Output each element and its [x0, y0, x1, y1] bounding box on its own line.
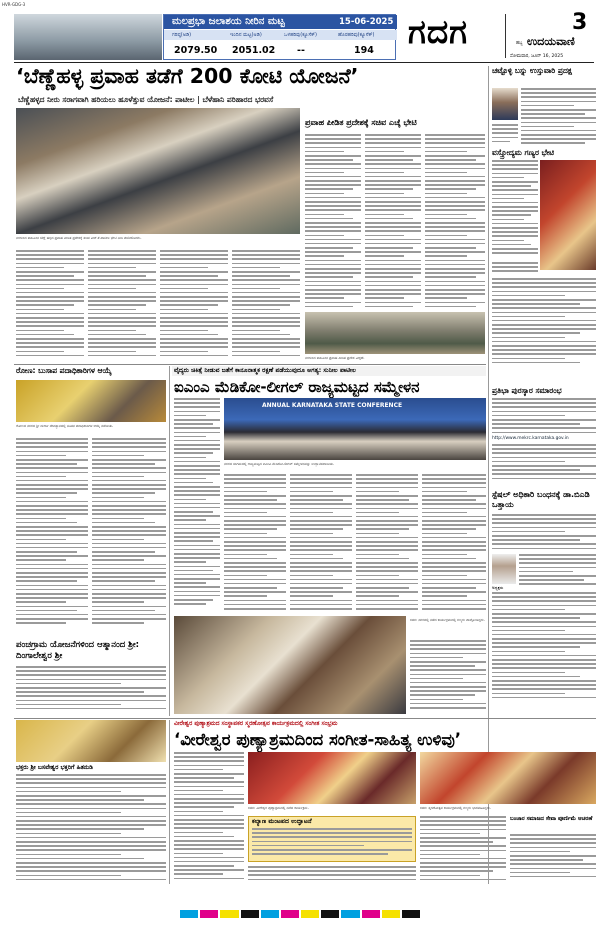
bottom-left-photo [16, 720, 166, 762]
right-item4-head: ಸ್ಪೆಷಲ್ ಅಧಿಕಾರಿ ಬಂಧನಕ್ಕೆ ಡಾ.ಬಿಎಡಿ ಒತ್ತಾಯ [492, 490, 590, 509]
lead-side-head: ಪ್ರವಾಹ ಪೀಡಿತ ಪ್ರದೇಶಕ್ಕೆ ಸಚಿವ ಎಚ್ಕೆ ಭೇಟಿ [305, 118, 417, 127]
right-item3-text2 [492, 444, 596, 484]
right-item2-text3 [492, 278, 596, 370]
page-number: 3 [572, 10, 588, 35]
left2-col-2 [92, 438, 166, 634]
event-photo-caption: ಗದಗ: ನಗರದಲ್ಲಿ ನಡೆದ ಕಾರ್ಯಕ್ರಮದಲ್ಲಿ ಗಣ್ಯರು ಪಾಲ್ಗೊಂಡಿದ್ದರು. [410, 618, 485, 622]
reservoir-date: 15-06-2025 [339, 16, 394, 27]
right-item3-text [492, 398, 596, 436]
row2-rule [14, 364, 486, 365]
lead-col-1 [16, 250, 84, 360]
paper-name: ಉದಯವಾಣಿ [527, 35, 575, 48]
left2-bottom-text [16, 666, 166, 714]
left2-photo-caption: ರೋಣದ ನಗರದ ಶ್ರೀ ದುರ್ಗಾ ದೇವಸ್ಥಾನದಲ್ಲಿ ನೂತನ ಪದಾಧಿಕಾರಿಗಳ ಆಯ್ಕೆ ನಡೆಯಿತು. [16, 424, 114, 428]
middle-headline: ಐಎಂಎ ಮೆಡಿಕೋ-ಲೀಗಲ್ ರಾಜ್ಯಮಟ್ಟದ ಸಮ್ಮೇಳನ [174, 378, 420, 396]
right-item2-text [492, 160, 538, 260]
bottom-left-col [16, 774, 166, 884]
district-name: ಗದಗ [408, 12, 469, 51]
middle-col-5 [422, 474, 486, 614]
lead-photo-caption: ನರಗುಂದ ತಾಲೂಕಿನ ಬೆಣ್ಣೆ ಹಳ್ಳದ ಪ್ರವಾಹ ಪೀಡಿತ ಪ್ರದೇಶಕ್ಕೆ ಸಚಿವ ಎಚ್.ಕೆ.ಪಾಟೀಲ ಭೇಟಿ ನೀಡಿ ಪರಿಶೀಲಿಸಿದರು. [16, 236, 142, 240]
middle-divider [169, 366, 170, 716]
reservoir-title: ಮಲಪ್ರಭಾ ಜಲಾಶಯ ನೀರಿನ ಮಟ್ಟ [172, 16, 285, 27]
right-item2-text2 [492, 262, 538, 276]
lead-col-3 [160, 250, 228, 360]
lead-side-col-3 [425, 134, 485, 310]
right-item4-text3 [492, 592, 596, 704]
val-max: 2079.50 [174, 45, 218, 56]
flood-photo [305, 312, 485, 354]
lead-subhead: ಬೆಣ್ಣೆಹಳ್ಳದ ನೀರು ಸರಾಗವಾಗಿ ಹರಿಯಲು ಹೂಳೆತ್ತುವ ಯೋಜನೆ: ಪಾಟೀಲ | ಬೆಳೆಹಾನಿ ಪರಿಹಾರದ ಭರವಸೆ [18, 95, 274, 104]
left2-head: ರೋಣ: ಬುಸಾಪ ಪದಾಧಿಕಾರಿಗಳ ಆಯ್ಕೆ [16, 366, 112, 375]
bottom-photo-1-caption: ಗದಗ: ವೀರೇಶ್ವರ ಪುಣ್ಯಾಶ್ರಮದಲ್ಲಿ ನಡೆದ ಕಾರ್ಯಕ್ರಮ. [248, 806, 309, 810]
conference-photo-caption: ನಗರದ ಸಂಗಮದಲ್ಲಿ ರಾಜ್ಯಮಟ್ಟದ ಐಎಂಎ ಮೆಡಿಕೋ-ಲೀಗಲ್ ಸಮ್ಮೇಳನವನ್ನು ಉದ್ಘಾಟಿಸಲಾಯಿತು. [224, 462, 335, 466]
right-item2-head: ವಸ್ತ್ರೋದ್ಯಮ ಗಣ್ಯರ ಭೇಟಿ [492, 148, 554, 157]
bottom-col-4 [248, 866, 416, 884]
lead-col-2 [88, 250, 156, 360]
left2-bottom-head: ಪಂಚಗ್ರಾಮ ಯೋಜನೆಗಳಿಂದ ಆತ್ಮಾನಂದ ಶ್ರೀ: ದಿಂಗಾಲೇಶ್ವರ ಶ್ರೀ [16, 640, 140, 661]
right-item3-head: ಪ್ರತಿಭಾ ಪುರಸ್ಕಾರ ಸಮಾರಂಭ [492, 386, 562, 395]
bottom-kicker: ವೀರೇಶ್ವರ ಪುಣ್ಯಾಶ್ರಮದ ಸಂಸ್ಥಾಪಕರ ಸ್ಮರಣೋತ್ಸವ ಕಾರ್ಯಕ್ರಮದಲ್ಲಿ ಸಂಗೀತ ಸಂಭ್ರಮ [174, 720, 338, 727]
bottom-left-item-head: ಭಕ್ತರು ಶ್ರೀ ಬಸವೇಶ್ವರ ಭಕ್ತರಿಗೆ ಹಿತನುಡಿ [16, 764, 93, 771]
lead-side-col-1 [305, 134, 361, 310]
lead-photo [16, 108, 300, 234]
right-item3-url[interactable]: http://www.mekrc.karnataka.gov.in [492, 436, 569, 441]
bottom-box-head: ಕಲ್ಯಾಣ ಮಂಟಪದ ಉದ್ಘಾಟನೆ [252, 818, 312, 825]
lead-side-col-2 [365, 134, 421, 310]
left2-col-1 [16, 438, 88, 634]
bottom-headline: ‘ವೀರೇಶ್ವರ ಪುಣ್ಯಾಶ್ರಮದಿಂದ ಸಂಗೀತ-ಸಾಹಿತ್ಯ ಉಳಿವು’ [174, 730, 462, 749]
right-item1-head: ಚಟ್ಟೊಳ್ಳಿ ಬಸ್ನು ಉಸ್ತುವಾರಿ ಪ್ರದಕ್ಷ [492, 66, 572, 75]
right-item1-text [521, 88, 596, 146]
dam-photo [14, 14, 162, 60]
right-item1-portrait [492, 88, 518, 120]
lead-headline: ‘ಬೆಣ್ಣೆಹಳ್ಳ ಪ್ರವಾಹ ತಡೆಗೆ 200 ಕೋಟಿ ಯೋಜನೆ’ [16, 64, 359, 88]
val-outflow: 194 [354, 45, 374, 56]
masthead-divider [505, 14, 506, 58]
right-item4-portrait [492, 554, 516, 584]
col-label-outflow: ಹೊರಹರಿವು(ಕ್ಯೂಸೆಕ್) [338, 31, 375, 38]
right-item2-photo [540, 160, 596, 270]
reservoir-panel [163, 14, 396, 60]
paper-prefix: ಹಬ್ಬ [516, 41, 523, 46]
middle-col-3 [290, 474, 352, 614]
right-item1-text2 [492, 124, 518, 146]
bottom-box-text [252, 828, 412, 860]
middle-col-4 [356, 474, 418, 614]
event-photo [174, 616, 406, 714]
middle-col-6 [410, 640, 486, 714]
bottom-divider [169, 720, 170, 884]
bottom-rule [14, 718, 596, 719]
col-label-inflow: ಒಳಹರಿವು(ಕ್ಯೂಸೆಕ್) [284, 31, 318, 38]
val-inflow: -- [297, 45, 305, 56]
right-item4-text [492, 514, 596, 552]
val-today: 2051.02 [232, 45, 276, 56]
color-registration-strip [180, 910, 420, 918]
bottom-photo-2 [420, 752, 596, 804]
bottom-col-3 [510, 834, 596, 884]
flood-photo-caption: ನರಗುಂದ ತಾಲೂಕಿನ ಪ್ರವಾಹ ಪೀಡಿತ ಪ್ರದೇಶ ವೀಕ್ಷಣೆ. [305, 356, 365, 360]
middle-col-1 [174, 398, 220, 608]
bottom-sub-head: ಬಂಜಾರ ಸಮಾಜದ ಸೇವಾ ಪೂರ್ಣಿಮೆ ಆಚರಣೆ [510, 816, 593, 822]
col-label-max: ಗರಿಷ್ಠ(ಅಡಿ) [172, 31, 192, 38]
lead-col-4 [232, 250, 300, 360]
masthead-rule [14, 62, 594, 63]
bottom-photo-2-caption: ಗದಗ: ಸ್ಮರಣೋತ್ಸವ ಕಾರ್ಯಕ್ರಮದಲ್ಲಿ ಗಣ್ಯರು ಭಾಗವಹಿಸಿದ್ದರು. [420, 806, 491, 810]
bottom-col-2 [420, 816, 506, 884]
col-label-today: ಇಂದಿನ ಮಟ್ಟ(ಅಡಿ) [230, 31, 262, 38]
bottom-photo-1 [248, 752, 416, 804]
right-item4-text2 [519, 554, 596, 588]
print-code: HVR-GDG-3 [2, 2, 26, 7]
bottom-col-1 [174, 752, 244, 884]
issue-date: ಸೋಮವಾರ, ಜೂನ್ 16, 2025 [510, 54, 564, 59]
right-item4-label: ಅಧ್ಯಕ್ಷರು [492, 585, 504, 590]
middle-col-2 [224, 474, 286, 614]
conference-banner-text: ANNUAL KARNATAKA STATE CONFERENCE [262, 402, 403, 409]
left2-photo [16, 380, 166, 422]
middle-kicker: ವೈದ್ಯರು ಚಿಕಿತ್ಸೆ ನೀಡುವ ಜತೆಗೆ ಕಾನೂನಾತ್ಮಕ ರಕ್ಷಣೆ ಪಡೆಯುವುದೂ ಅಗತ್ಯ: ಸುನೀಲ ಪಾಟೀಲ [174, 367, 356, 374]
